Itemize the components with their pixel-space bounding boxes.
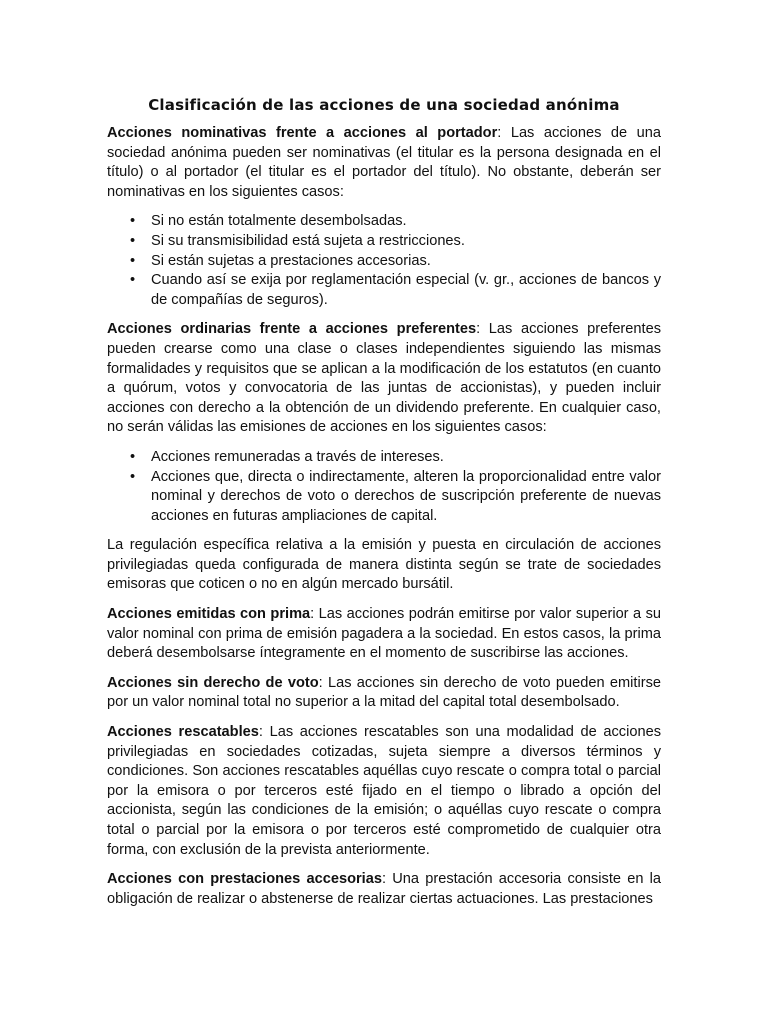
list-item-text: Acciones que, directa o indirectamente, alteren la proporcionalidad entre valor nominal y derechos de voto o derechos de suscripción preferente de nuevas acciones en futuras ampliaciones de capital. — [151, 468, 661, 524]
text-sin-voto: : Las acciones sin derecho de voto pueden emitirse por un valor nominal total no superior a la mitad del capital total desembolsado. — [107, 674, 661, 711]
heading-prima: Acciones emitidas con prima — [107, 606, 311, 623]
bullet-icon: • — [130, 252, 136, 269]
text-nominativas: : Las acciones de una sociedad anónima pueden ser nominativas (el titular es la persona designada en el título) o al portador (el titular es el portador del título). No obstante, deberán ser nominativas en los siguientes casos: — [107, 125, 662, 200]
document-title: Clasificación de las acciones de una sociedad anónima — [148, 96, 620, 114]
heading-accesorias: Acciones con prestaciones accesorias — [107, 871, 382, 888]
paragraph-nominativas — [107, 124, 661, 202]
text-ordinarias: : Las acciones preferentes pueden crearse como una clase o clases independientes siguiendo las mismas formalidades y requisitos que se aplican a la modificación de los estatutos (en cuanto a quórum, votos y convocatoria de las juntas de accionistas), y pueden incluir acciones con derecho a la obtención de un dividendo preferente. En cualquier caso, no serán válidas las emisiones de acciones en los siguientes casos: — [107, 321, 661, 436]
list-item — [130, 252, 661, 272]
bullet-icon: • — [130, 468, 136, 485]
text-rescatables: : Las acciones rescatables son una modalidad de acciones privilegiadas en sociedades cotizadas, sujeta siempre a diversos términos y condiciones. Son acciones rescatables aquéllas cuyo rescate o compra total o parcial por la emisora o por terceros esté fijado en el tiempo o librado a opción del accionista, según las condiciones de la emisión; o aquéllas cuyo rescate o compra total o parcial por la emisora o por terceros esté comprometido de cualquier otra forma, con exclusión de la prevista anteriormente. — [107, 724, 661, 858]
list-item-text: Si están sujetas a prestaciones accesorias. — [151, 252, 431, 269]
paragraph-ordinarias — [107, 320, 661, 438]
list-ordinarias — [107, 448, 661, 526]
paragraph-rescatables — [107, 723, 661, 860]
list-item — [130, 232, 661, 252]
list-item — [130, 271, 661, 310]
list-item — [130, 212, 661, 232]
list-item — [130, 468, 661, 527]
paragraph-regulacion: La regulación específica relativa a la emisión y puesta en circulación de acciones privilegiadas queda configurada de manera distinta según se trate de sociedades emisoras que coticen o no en algún mercado bursátil. — [107, 537, 661, 593]
heading-sin-voto: Acciones sin derecho de voto — [107, 674, 319, 691]
heading-rescatables: Acciones rescatables — [107, 724, 259, 741]
bullet-icon: • — [130, 448, 136, 465]
paragraph-sin-voto — [107, 674, 661, 713]
list-item-text: Si no están totalmente desembolsadas. — [151, 213, 407, 230]
heading-ordinarias: Acciones ordinarias frente a acciones preferentes — [107, 321, 477, 338]
list-nominativas — [107, 212, 661, 310]
paragraph-prima — [107, 605, 661, 664]
list-item-text: Cuando así se exija por reglamentación especial (v. gr., acciones de bancos y de compañías de seguros). — [151, 272, 661, 308]
list-item-text: Acciones remuneradas a través de intereses. — [151, 448, 444, 465]
bullet-icon: • — [130, 232, 136, 249]
text-prima: : Las acciones podrán emitirse por valor superior a su valor nominal con prima de emisión pagadera a la sociedad. En estos casos, la prima deberá desembolsarse íntegramente en el momento de suscribirse las acciones. — [107, 606, 661, 662]
bullet-icon: • — [130, 272, 136, 289]
heading-nominativas: Acciones nominativas frente a acciones al portador — [107, 125, 498, 141]
text-accesorias: : Una prestación accesoria consiste en la obligación de realizar o abstenerse de realizar ciertas actuaciones. Las prestaciones — [107, 871, 662, 907]
list-item-text: Si su transmisibilidad está sujeta a restricciones. — [151, 232, 465, 249]
bullet-icon: • — [130, 213, 136, 230]
list-item — [130, 448, 661, 468]
paragraph-accesorias — [107, 870, 661, 909]
